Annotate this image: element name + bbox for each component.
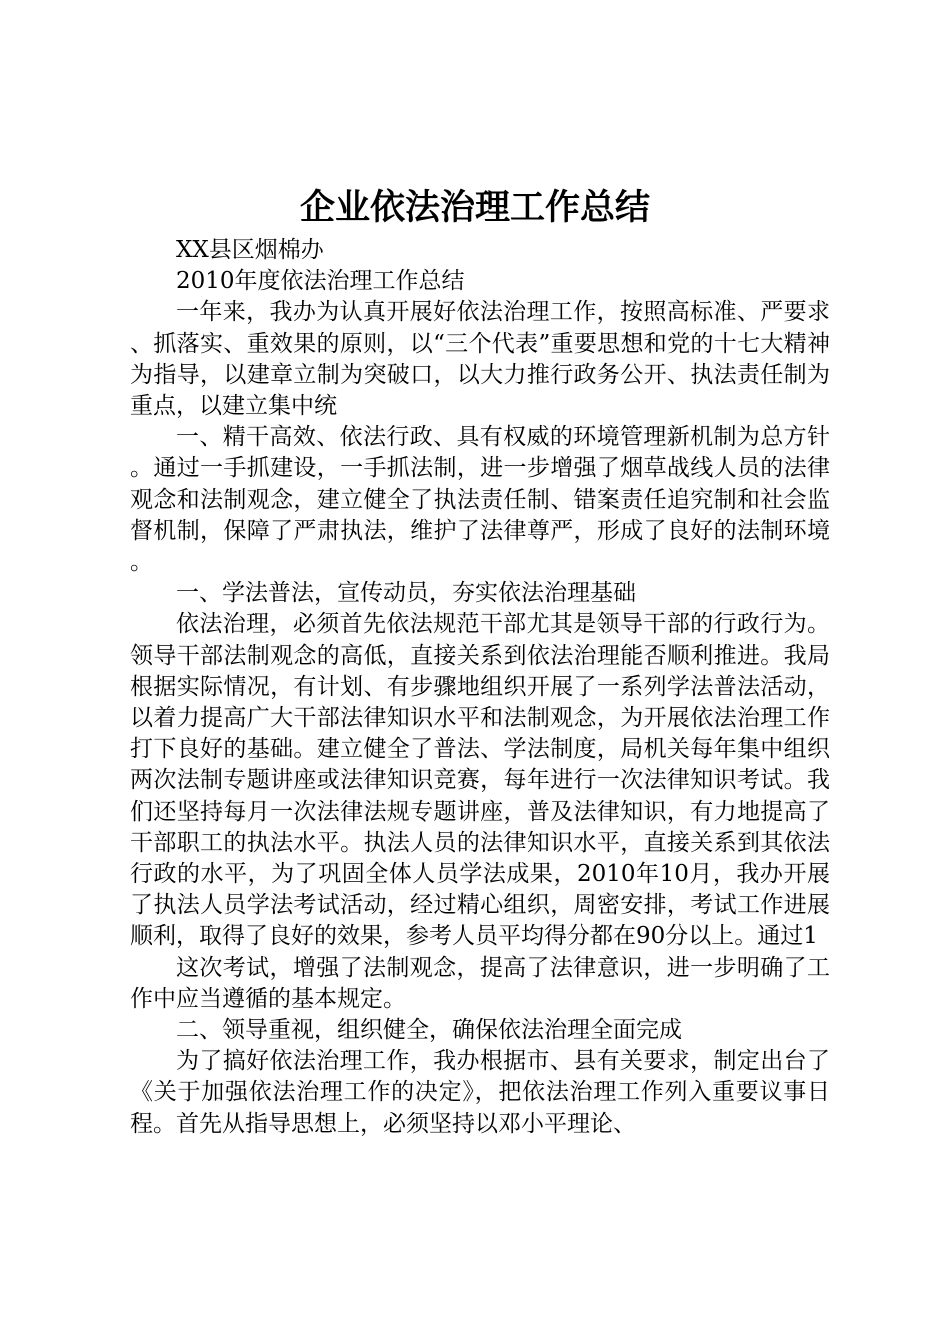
paragraph-intro: 一年来，我办为认真开展好依法治理工作，按照高标准、严要求、抓落实、重效果的原则，以“三个代表”重要思想和党的十七大精神为指导，以建章立制为突破口，以大力推行政务公开、执法责任制为重点，以建立集中统 (130, 299, 830, 420)
document-title: 企业依法治理工作总结 (299, 187, 650, 228)
paragraph-section-2: 为了搞好依法治理工作，我办根据市、县有关要求，制定出台了《关于加强依法治理工作的决定》，把依法治理工作列入重要议事日程。首先从指导思想上，必须坚持以邓小平理论、 (130, 1048, 830, 1137)
paragraph-policy: 一、精干高效、依法行政、具有权威的环境管理新机制为总方针。通过一手抓建设，一手抓法制，进一步增强了烟草战线人员的法律观念和法制观念，建立健全了执法责任制、错案责任追究制和社会监督机制，保障了严肃执法，维护了法律尊严，形成了良好的法制环境。 (130, 424, 830, 576)
section-heading-1: 一、学法普法，宣传动员，夯实依法治理基础 (176, 580, 636, 607)
paragraph-exam-result: 这次考试，增强了法制观念，提高了法律意识，进一步明确了工作中应当遵循的基本规定。 (130, 954, 830, 1012)
paragraph-section-1: 依法治理，必须首先依法规范干部尤其是领导干部的行政行为。领导干部法制观念的高低，直接关系到依法治理能否顺利推进。我局根据实际情况，有计划、有步骤地组织开展了一系列学法普法活动，以着力提高广大干部法律知识水平和法制观念，为开展依法治理工作打下良好的基础。建立健全了普法、学法制度，局机关每年集中组织两次法制专题讲座或法律知识竞赛，每年进行一次法律知识考试。我们还坚持每月一次法律法规专题讲座，普及法律知识，有力地提高了干部职工的执法水平。执法人员的法律知识水平，直接关系到其依法行政的水平，为了巩固全体人员学法成果，2010年10月，我办开展了执法人员学法考试活动，经过精心组织，周密安排，考试工作进展顺利，取得了良好的效果，参考人员平均得分都在90分以上。通过1 (130, 611, 830, 950)
section-heading-2: 二、领导重视，组织健全，确保依法治理全面完成 (176, 1017, 682, 1044)
paragraph-office-name: XX县区烟棉办 (176, 237, 324, 263)
document-body (130, 235, 830, 1140)
paragraph-report-title: 2010年度依法治理工作总结 (176, 268, 465, 295)
